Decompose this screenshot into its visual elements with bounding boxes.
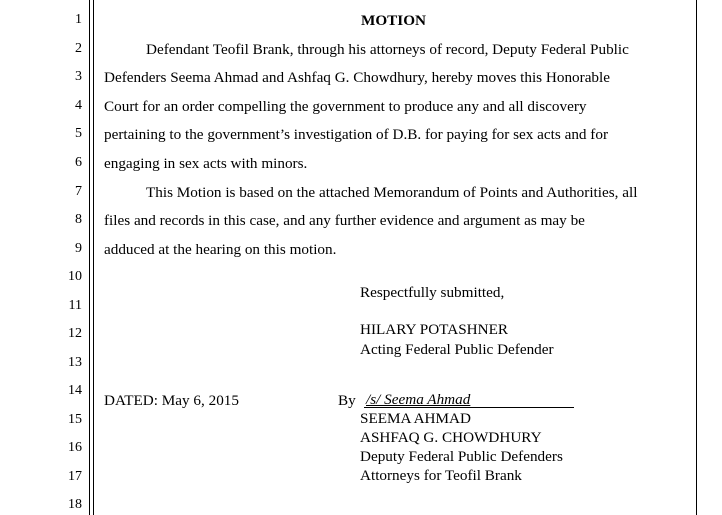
line-number: 8: [75, 212, 82, 227]
attorney-line: Attorneys for Teofil Brank: [360, 467, 522, 484]
line-number: 10: [68, 269, 82, 284]
line-number: 12: [68, 326, 82, 341]
body-line: files and records in this case, and any further evidence and argument as may be: [104, 212, 585, 229]
line-number: 17: [68, 469, 82, 484]
electronic-signature: /s/ Seema Ahmad: [366, 391, 471, 408]
closing-text: Respectfully submitted,: [360, 284, 505, 301]
line-number: 14: [68, 383, 82, 398]
line-number: 13: [68, 355, 82, 370]
left-margin-rule-inner: [93, 0, 94, 515]
right-margin-rule: [696, 0, 697, 515]
line-number: 9: [75, 241, 82, 256]
document-title: MOTION: [361, 12, 426, 29]
line-number: 18: [68, 497, 82, 512]
body-line: Defendant Teofil Brank, through his attorneys of record, Deputy Federal Public: [146, 41, 629, 58]
attorney-line: ASHFAQ G. CHOWDHURY: [360, 429, 542, 446]
attorney-line: Deputy Federal Public Defenders: [360, 448, 563, 465]
line-number: 5: [75, 126, 82, 141]
signer-name: HILARY POTASHNER: [360, 321, 508, 338]
attorney-line: SEEMA AHMAD: [360, 410, 471, 427]
line-number: 2: [75, 41, 82, 56]
body-line: This Motion is based on the attached Memorandum of Points and Authorities, all: [146, 184, 638, 201]
body-line: engaging in sex acts with minors.: [104, 155, 308, 172]
line-number: 15: [68, 412, 82, 427]
line-number: 6: [75, 155, 82, 170]
body-line: pertaining to the government’s investigation of D.B. for paying for sex acts and for: [104, 126, 609, 143]
left-margin-rule-outer: [89, 0, 90, 515]
line-number: 7: [75, 184, 82, 199]
line-number: 1: [75, 12, 82, 27]
signer-title: Acting Federal Public Defender: [360, 341, 554, 358]
body-line: Defenders Seema Ahmad and Ashfaq G. Chowdhury, hereby moves this Honorable: [104, 69, 610, 86]
by-label: By: [338, 392, 356, 409]
line-number: 11: [68, 298, 82, 313]
line-number: 16: [68, 440, 82, 455]
dated-line: DATED: May 6, 2015: [104, 392, 239, 409]
body-line: adduced at the hearing on this motion.: [104, 241, 337, 258]
line-number: 4: [75, 98, 82, 113]
body-line: Court for an order compelling the government to produce any and all discovery: [104, 98, 587, 115]
line-number: 3: [75, 69, 82, 84]
